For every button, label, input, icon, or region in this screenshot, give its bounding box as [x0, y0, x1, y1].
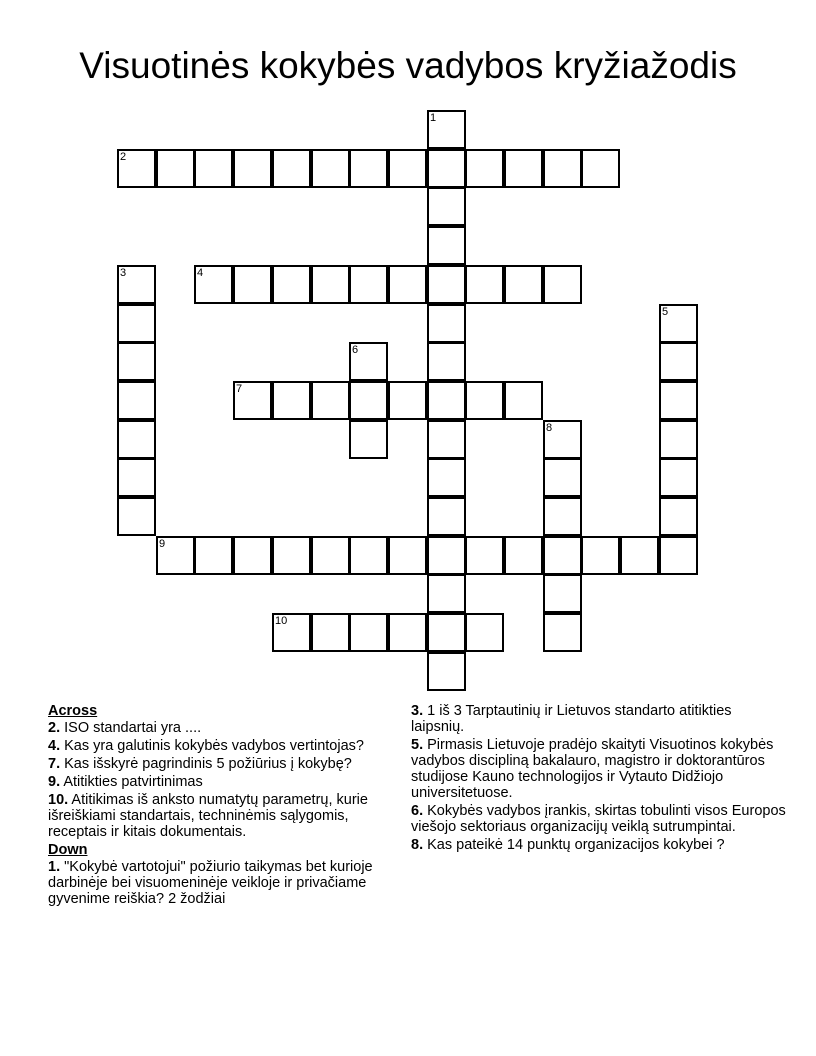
crossword-cell[interactable]	[465, 265, 504, 304]
crossword-cell[interactable]	[311, 265, 350, 304]
clues-right-column	[411, 703, 786, 855]
crossword-cell[interactable]	[311, 149, 350, 188]
crossword-cell[interactable]	[388, 149, 427, 188]
page-title: Visuotinės kokybės vadybos kryžiažodis	[79, 45, 737, 86]
crossword-cell[interactable]	[543, 613, 582, 652]
clue-item-text: Atitikties patvirtinimas	[63, 774, 203, 790]
crossword-cell[interactable]	[581, 149, 620, 188]
crossword-cell[interactable]	[465, 381, 504, 420]
clue-item-text: Atitikimas iš anksto numatytų parametrų, kurie išreiškiami standartais, techninėmis sąlygomis, receptais ir kitais dokumentais.	[48, 792, 368, 840]
crossword-cell[interactable]	[659, 536, 698, 575]
crossword-cell[interactable]	[117, 265, 156, 304]
crossword-cell[interactable]	[659, 304, 698, 343]
crossword-cell[interactable]	[659, 458, 698, 497]
crossword-cell[interactable]	[465, 149, 504, 188]
clue-item-number: 10.	[48, 792, 69, 808]
crossword-cell[interactable]	[349, 613, 388, 652]
clue-number: 1	[430, 112, 437, 124]
down-clue-list	[48, 859, 393, 907]
clue-item-number: 1.	[48, 859, 61, 875]
clues-left-column	[48, 703, 393, 909]
crossword-cell[interactable]	[465, 536, 504, 575]
crossword-cell[interactable]	[233, 381, 272, 420]
clue-item-number: 9.	[48, 774, 61, 790]
crossword-cell[interactable]	[581, 536, 620, 575]
crossword-cell[interactable]	[194, 265, 233, 304]
crossword-cell[interactable]	[659, 420, 698, 459]
clue-item	[411, 703, 786, 735]
clue-number: 8	[546, 422, 553, 434]
crossword-cell[interactable]	[504, 536, 543, 575]
clue-item-number: 5.	[411, 737, 424, 753]
crossword-cell[interactable]	[427, 342, 466, 381]
clue-number: 9	[159, 538, 166, 550]
crossword-cell[interactable]	[620, 536, 659, 575]
clue-item	[48, 738, 393, 754]
clue-item-number: 7.	[48, 756, 61, 772]
crossword-cell[interactable]	[427, 652, 466, 691]
clue-item-number: 3.	[411, 703, 424, 719]
crossword-cell[interactable]	[427, 110, 466, 149]
crossword-cell[interactable]	[349, 536, 388, 575]
clue-number: 3	[120, 267, 127, 279]
clue-item-text: ISO standartai yra ....	[64, 720, 202, 736]
crossword-cell[interactable]	[311, 536, 350, 575]
crossword-cell[interactable]	[272, 613, 311, 652]
crossword-cell[interactable]	[504, 149, 543, 188]
clue-item-number: 4.	[48, 738, 61, 754]
crossword-cell[interactable]	[427, 265, 466, 304]
crossword-cell[interactable]	[659, 497, 698, 536]
clue-item	[48, 756, 393, 772]
crossword-cell[interactable]	[349, 381, 388, 420]
crossword-cell[interactable]	[388, 265, 427, 304]
clue-item	[411, 737, 786, 801]
clue-item	[411, 837, 786, 853]
crossword-cell[interactable]	[543, 497, 582, 536]
crossword-cell[interactable]	[427, 149, 466, 188]
crossword-cell[interactable]	[117, 342, 156, 381]
clue-item-number: 8.	[411, 837, 424, 853]
crossword-cell[interactable]	[504, 381, 543, 420]
clue-item-text: 1 iš 3 Tarptautinių ir Lietuvos standarto atitikties laipsnių.	[411, 703, 732, 735]
clue-item-text: Kokybės vadybos įrankis, skirtas tobulinti visos Europos viešojo sektoriaus organizacijų veiklą sutrumpintai.	[411, 803, 786, 835]
crossword-cell[interactable]	[156, 536, 195, 575]
clue-number: 6	[352, 344, 359, 356]
crossword-cell[interactable]	[272, 265, 311, 304]
crossword-cell[interactable]	[659, 342, 698, 381]
crossword-cell[interactable]	[543, 536, 582, 575]
clue-item-text: Kas yra galutinis kokybės vadybos vertintojas?	[64, 738, 364, 754]
crossword-cell[interactable]	[117, 304, 156, 343]
crossword-cell[interactable]	[504, 265, 543, 304]
down-heading: Down	[48, 842, 88, 858]
clue-item	[48, 774, 393, 790]
crossword-cell[interactable]	[272, 536, 311, 575]
clue-number: 4	[197, 267, 204, 279]
clue-number: 7	[236, 383, 243, 395]
clue-item-text: "Kokybė vartotojui" požiurio taikymas bet kurioje darbinėje bei visuomeninėje veikloje ir privačiame gyvenime reiškia? 2 žodžiai	[48, 859, 373, 907]
crossword-cell[interactable]	[427, 536, 466, 575]
across-heading: Across	[48, 703, 98, 719]
crossword-cell[interactable]	[349, 149, 388, 188]
crossword-cell[interactable]	[233, 536, 272, 575]
clue-item	[48, 859, 393, 907]
across-clue-list	[48, 720, 393, 840]
crossword-cell[interactable]	[388, 613, 427, 652]
clue-item	[48, 720, 393, 736]
crossword-cell[interactable]	[427, 458, 466, 497]
clue-item	[48, 792, 393, 840]
crossword-cell[interactable]	[233, 149, 272, 188]
down-clue-list-continued	[411, 703, 786, 853]
crossword-cell[interactable]	[349, 342, 388, 381]
clue-item-text: Kas išskyrė pagrindinis 5 požiūrius į kokybę?	[64, 756, 352, 772]
crossword-cell[interactable]	[659, 381, 698, 420]
crossword-cell[interactable]	[117, 149, 156, 188]
crossword-cell[interactable]	[543, 149, 582, 188]
crossword-cell[interactable]	[427, 226, 466, 265]
clue-item-number: 6.	[411, 803, 424, 819]
clue-number: 2	[120, 151, 127, 163]
crossword-cell[interactable]	[427, 304, 466, 343]
crossword-cell[interactable]	[427, 613, 466, 652]
crossword-cell[interactable]	[272, 149, 311, 188]
crossword-cell[interactable]	[194, 149, 233, 188]
crossword-cell[interactable]	[543, 458, 582, 497]
crossword-cell[interactable]	[194, 536, 233, 575]
crossword-cell[interactable]	[543, 420, 582, 459]
crossword-cell[interactable]	[117, 381, 156, 420]
crossword-cell[interactable]	[349, 265, 388, 304]
crossword-cell[interactable]	[117, 458, 156, 497]
crossword-cell[interactable]	[156, 149, 195, 188]
crossword-cell[interactable]	[427, 497, 466, 536]
crossword-cell[interactable]	[349, 420, 388, 459]
crossword-cell[interactable]	[117, 420, 156, 459]
clue-number: 5	[662, 306, 669, 318]
crossword-cell[interactable]	[272, 381, 311, 420]
clue-item	[411, 803, 786, 835]
crossword-cell[interactable]	[388, 381, 427, 420]
crossword-cell[interactable]	[427, 381, 466, 420]
crossword-cell[interactable]	[427, 574, 466, 613]
crossword-cell[interactable]	[465, 613, 504, 652]
crossword-cell[interactable]	[543, 574, 582, 613]
crossword-cell[interactable]	[427, 420, 466, 459]
crossword-cell[interactable]	[311, 381, 350, 420]
clue-item-number: 2.	[48, 720, 61, 736]
crossword-cell[interactable]	[311, 613, 350, 652]
crossword-cell[interactable]	[117, 497, 156, 536]
clue-item-text: Kas pateikė 14 punktų organizacijos kokybei ?	[427, 837, 725, 853]
clue-item-text: Pirmasis Lietuvoje pradėjo skaityti Visuotinos kokybės vadybos discipliną bakalauro, magistro ir doktorantūros studijose Kauno technologijos ir Vytauto Didžiojo universitetuose.	[411, 737, 774, 801]
crossword-cell[interactable]	[233, 265, 272, 304]
clue-number: 10	[275, 615, 288, 627]
crossword-cell[interactable]	[543, 265, 582, 304]
crossword-cell[interactable]	[427, 187, 466, 226]
crossword-cell[interactable]	[388, 536, 427, 575]
